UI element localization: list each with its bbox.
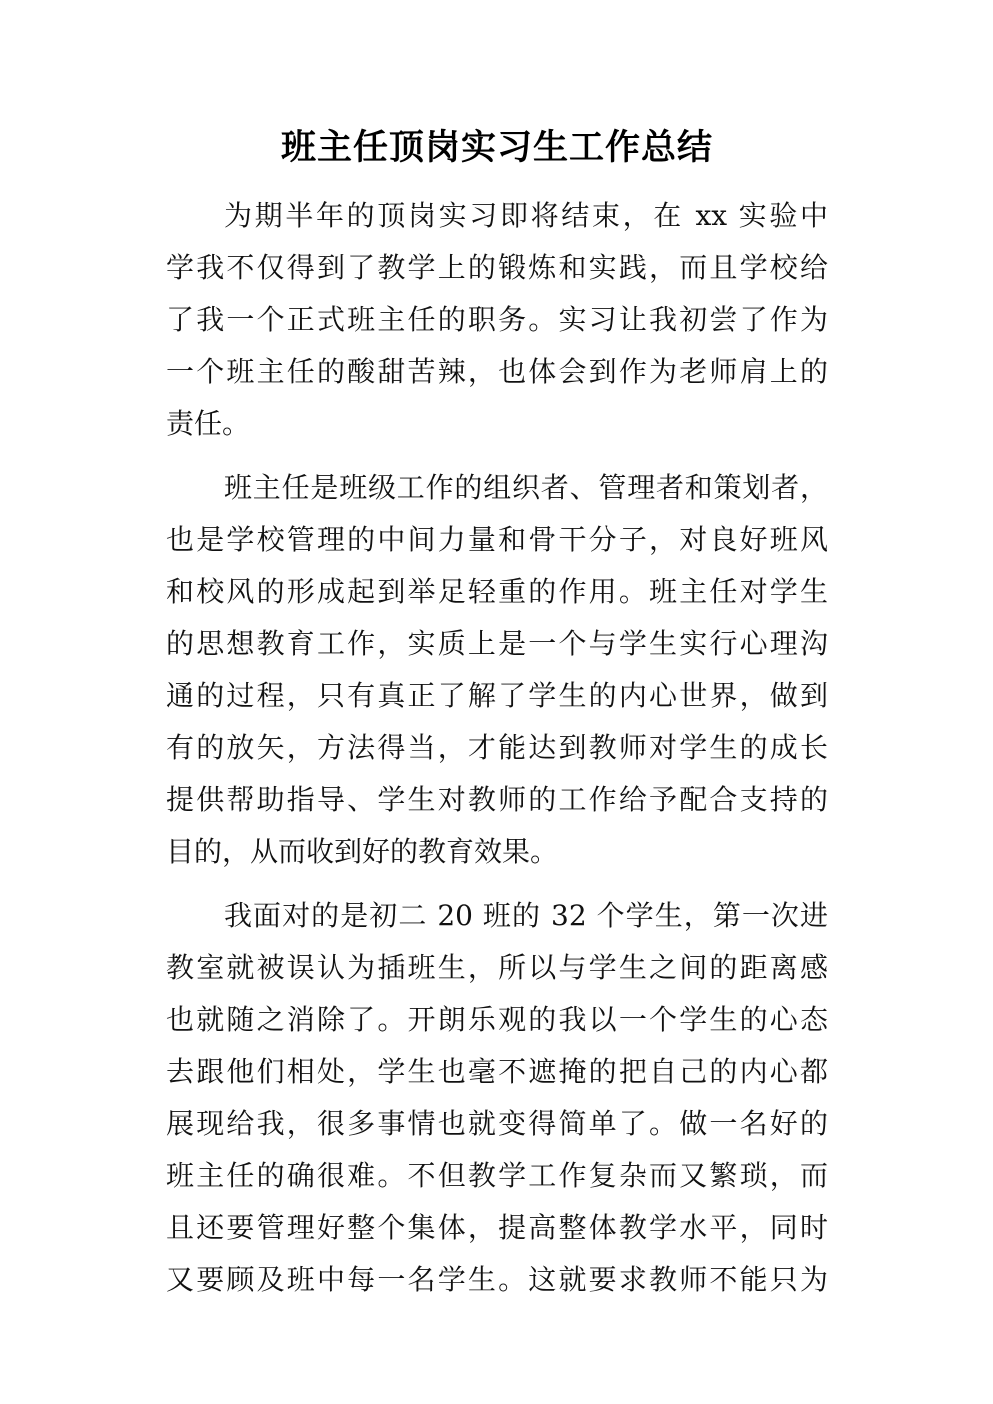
paragraph-line: 我面对的是初二 20 班的 32 个学生，第一次进	[224, 899, 828, 932]
paragraph-line: 班主任的确很难。不但教学工作复杂而又繁琐，而	[166, 1159, 828, 1192]
paragraph-gap	[166, 878, 828, 890]
paragraph-gap	[166, 450, 828, 462]
paragraph-line: 班主任是班级工作的组织者、管理者和策划者，	[224, 471, 828, 504]
paragraph-line: 一个班主任的酸甜苦辣，也体会到作为老师肩上的	[166, 355, 828, 388]
paragraph-line: 也是学校管理的中间力量和骨干分子，对良好班风	[166, 523, 828, 556]
paragraph-line: 有的放矢，方法得当，才能达到教师对学生的成长	[166, 731, 828, 764]
paragraph-line: 和校风的形成起到举足轻重的作用。班主任对学生	[166, 575, 828, 608]
paragraph-line: 通的过程，只有真正了解了学生的内心世界，做到	[166, 679, 828, 712]
document-title: 班主任顶岗实习生工作总结	[280, 128, 713, 168]
paragraph-line: 为期半年的顶岗实习即将结束，在 xx 实验中	[224, 199, 828, 232]
paragraph-line: 了我一个正式班主任的职务。实习让我初尝了作为	[166, 303, 828, 336]
paragraph-line: 教室就被误认为插班生，所以与学生之间的距离感	[166, 951, 828, 984]
paragraph-2	[166, 462, 828, 878]
paragraph-line: 提供帮助指导、学生对教师的工作给予配合支持的	[166, 783, 828, 816]
paragraph-line: 展现给我，很多事情也就变得简单了。做一名好的	[166, 1107, 828, 1140]
paragraph-line: 学我不仅得到了教学上的锻炼和实践，而且学校给	[166, 251, 828, 284]
paragraph-line: 的思想教育工作，实质上是一个与学生实行心理沟	[166, 627, 828, 660]
paragraph-line: 目的，从而收到好的教育效果。	[166, 835, 559, 868]
paragraph-line: 也就随之消除了。开朗乐观的我以一个学生的心态	[166, 1003, 828, 1036]
paragraph-line: 责任。	[166, 407, 251, 440]
paragraph-line: 且还要管理好整个集体，提高整体教学水平，同时	[166, 1211, 828, 1244]
document-page	[166, 118, 828, 1306]
paragraph-line: 又要顾及班中每一名学生。这就要求教师不能只为	[166, 1263, 828, 1296]
paragraph-line: 去跟他们相处，学生也毫不遮掩的把自己的内心都	[166, 1055, 828, 1088]
paragraph-3	[166, 890, 828, 1306]
paragraph-1	[166, 190, 828, 450]
